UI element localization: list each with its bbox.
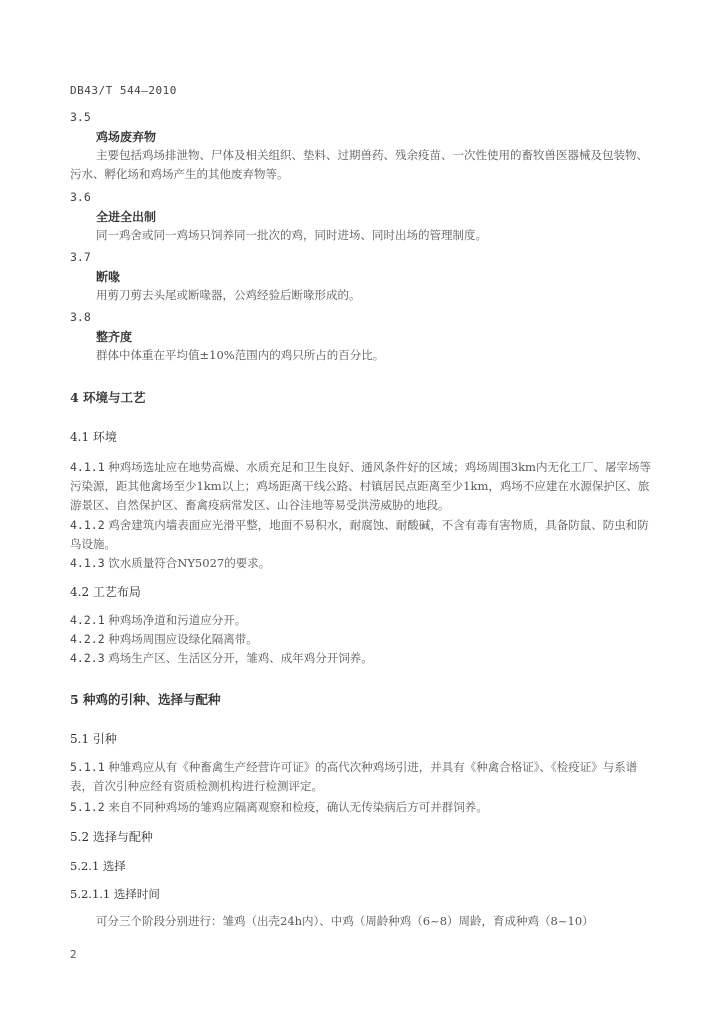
clause-4-1-1 bbox=[70, 458, 652, 515]
term-3-8 bbox=[70, 310, 652, 365]
term-3-7 bbox=[70, 250, 652, 305]
clause-number: 4.2.1 bbox=[70, 613, 105, 627]
clause-4-2-3 bbox=[70, 649, 652, 668]
term-title: 鸡场废弃物 bbox=[96, 130, 157, 144]
term-definition bbox=[70, 146, 652, 184]
definition-text: 主要包括鸡场排泄物、尸体及相关组织、垫料、过期兽药、残余疫苗、一次性使用的畜牧兽医器械及包装物、污水、孵化场和鸡场产生的其他废弃物等。 bbox=[70, 148, 648, 181]
clause-text: 鸡舍建筑内墙表面应光滑平整，地面不易积水，耐腐蚀、耐酸碱，不含有毒有害物质，具备防鼠、防虫和防鸟设施。 bbox=[70, 518, 649, 551]
clause-4-2-2 bbox=[70, 630, 652, 649]
section-5-2-1-heading: 5.2.1 选择 bbox=[70, 859, 126, 873]
term-title: 断喙 bbox=[96, 270, 121, 284]
term-definition: 用剪刀剪去头尾或断喙器，公鸡经验后断喙形成的。 bbox=[96, 288, 361, 302]
term-number: 3.8 bbox=[70, 310, 91, 324]
clause-text: 饮水质量符合NY5027的要求。 bbox=[108, 556, 271, 570]
term-3-6 bbox=[70, 190, 652, 245]
paragraph-selection-time: 可分三个阶段分别进行：雏鸡（出壳24h内）、中鸡（周龄种鸡（6~8）周龄，育成种鸡（8~10） bbox=[96, 914, 594, 928]
clause-number: 5.1.2 bbox=[70, 800, 105, 814]
clause-text: 鸡场生产区、生活区分开，雏鸡、成年鸡分开饲养。 bbox=[108, 651, 373, 665]
section-4-heading: 4 环境与工艺 bbox=[70, 390, 146, 405]
section-4-2-heading: 4.2 工艺布局 bbox=[70, 585, 141, 599]
term-definition: 同一鸡舍或同一鸡场只饲养同一批次的鸡，同时进场、同时出场的管理制度。 bbox=[96, 228, 487, 242]
term-title: 整齐度 bbox=[96, 330, 133, 344]
clause-5-1-2 bbox=[70, 798, 652, 817]
term-number: 3.7 bbox=[70, 250, 91, 264]
term-number: 3.5 bbox=[70, 110, 91, 124]
clause-number: 4.1.3 bbox=[70, 556, 105, 570]
term-definition: 群体中体重在平均值±10%范围内的鸡只所占的百分比。 bbox=[96, 348, 385, 362]
section-4-1-heading: 4.1 环境 bbox=[70, 430, 117, 444]
clause-4-1-3 bbox=[70, 554, 652, 573]
page-number: 2 bbox=[70, 948, 77, 961]
clause-4-2-1 bbox=[70, 611, 652, 630]
term-title: 全进全出制 bbox=[96, 210, 157, 224]
clause-5-1-1 bbox=[70, 758, 652, 796]
clause-text: 种鸡场选址应在地势高燥、水质充足和卫生良好、通风条件好的区域；鸡场周围3km内无化工厂、屠宰场等污染源，距其他禽场至少1km以上；鸡场距离干线公路、村镇居民点距离至少1km，鸡场不应建在水源保护区、旅游景区、自然保护区、畜禽疫病常发区、山谷洼地等易受洪涝威胁的地段。 bbox=[70, 460, 651, 512]
section-5-2-1-1-heading: 5.2.1.1 选择时间 bbox=[70, 887, 160, 901]
clause-number: 4.2.2 bbox=[70, 632, 105, 646]
term-number: 3.6 bbox=[70, 190, 91, 204]
document-code: DB43/T 544—2010 bbox=[70, 84, 177, 97]
clause-number: 4.2.3 bbox=[70, 651, 105, 665]
clause-text: 种雏鸡应从有《种畜禽生产经营许可证》的高代次种鸡场引进，并具有《种禽合格证》、《检疫证》与系谱表，首次引种应经有资质检测机构进行检测评定。 bbox=[70, 760, 638, 793]
clause-number: 4.1.2 bbox=[70, 518, 105, 532]
section-5-heading: 5 种鸡的引种、选择与配种 bbox=[70, 692, 221, 707]
section-5-2-heading: 5.2 选择与配种 bbox=[70, 830, 153, 844]
clause-text: 来自不同种鸡场的雏鸡应隔离观察和检疫，确认无传染病后方可并群饲养。 bbox=[108, 800, 488, 814]
clause-number: 4.1.1 bbox=[70, 460, 105, 474]
clause-text: 种鸡场净道和污道应分开。 bbox=[108, 613, 247, 627]
term-3-5 bbox=[70, 110, 652, 184]
clause-4-1-2 bbox=[70, 516, 652, 554]
section-5-1-heading: 5.1 引种 bbox=[70, 732, 117, 746]
clause-number: 5.1.1 bbox=[70, 760, 105, 774]
clause-text: 种鸡场周围应设绿化隔离带。 bbox=[108, 632, 258, 646]
